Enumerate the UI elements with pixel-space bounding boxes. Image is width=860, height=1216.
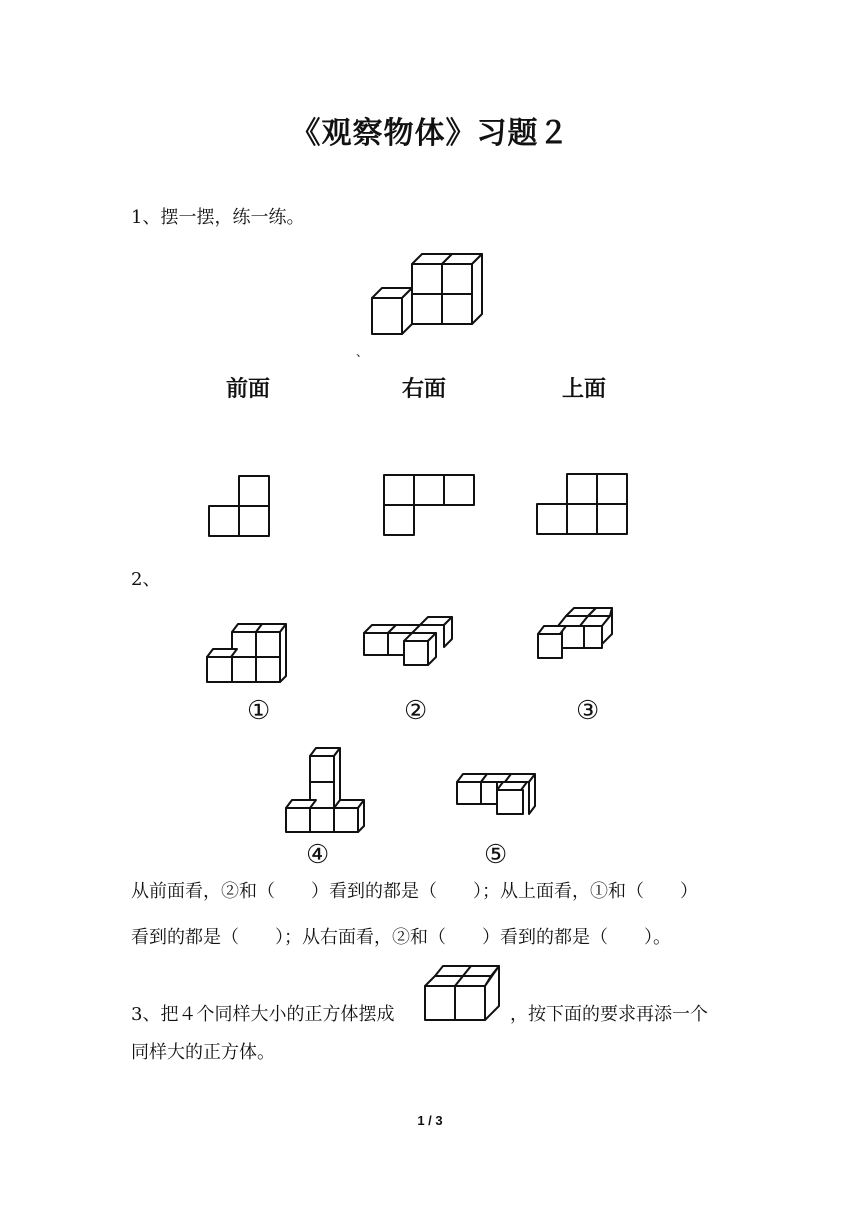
question-3-suffix: ，按下面的要求再添一个 — [510, 1004, 708, 1025]
question-3-prefix: 3、把４个同样大小的正方体摆成 — [131, 1004, 395, 1025]
view-shape-1 — [209, 476, 271, 538]
view-label-top: 上面 — [562, 376, 607, 402]
q3-inline-cube-figure — [423, 962, 507, 1022]
q2-figure-5 — [455, 770, 541, 816]
question-2-line-1: 从前面看，②和（ ）看到的都是（ ）；从上面看，①和（ ） — [131, 881, 698, 902]
figure-label-1: ① — [247, 696, 271, 726]
figure-label-5: ⑤ — [484, 840, 508, 870]
page-number: 1 / 3 — [417, 1113, 443, 1128]
figure-label-3: ③ — [576, 696, 600, 726]
view-shape-3 — [537, 474, 629, 536]
view-shape-2 — [384, 475, 476, 537]
question-2-number: 2、 — [131, 569, 161, 590]
figure-label-4: ④ — [306, 840, 330, 870]
figure-label-2: ② — [404, 696, 428, 726]
q1-cube-figure — [360, 246, 490, 338]
view-label-front: 前面 — [226, 376, 271, 402]
view-label-right: 右面 — [402, 376, 447, 402]
page-title: 《观察物体》习题２ — [290, 116, 570, 151]
q2-figure-2 — [362, 613, 458, 669]
question-3-line-2: 同样大的正方体。 — [131, 1042, 275, 1063]
question-2-line-2: 看到的都是（ ）；从右面看，②和（ ）看到的都是（ ）。 — [131, 927, 671, 948]
q2-figure-4 — [284, 744, 374, 836]
q2-figure-3 — [536, 604, 616, 664]
q2-figure-1 — [204, 620, 294, 686]
question-1-prompt: 1、摆一摆，练一练。 — [131, 207, 305, 228]
stray-mark: 、 — [356, 345, 369, 359]
